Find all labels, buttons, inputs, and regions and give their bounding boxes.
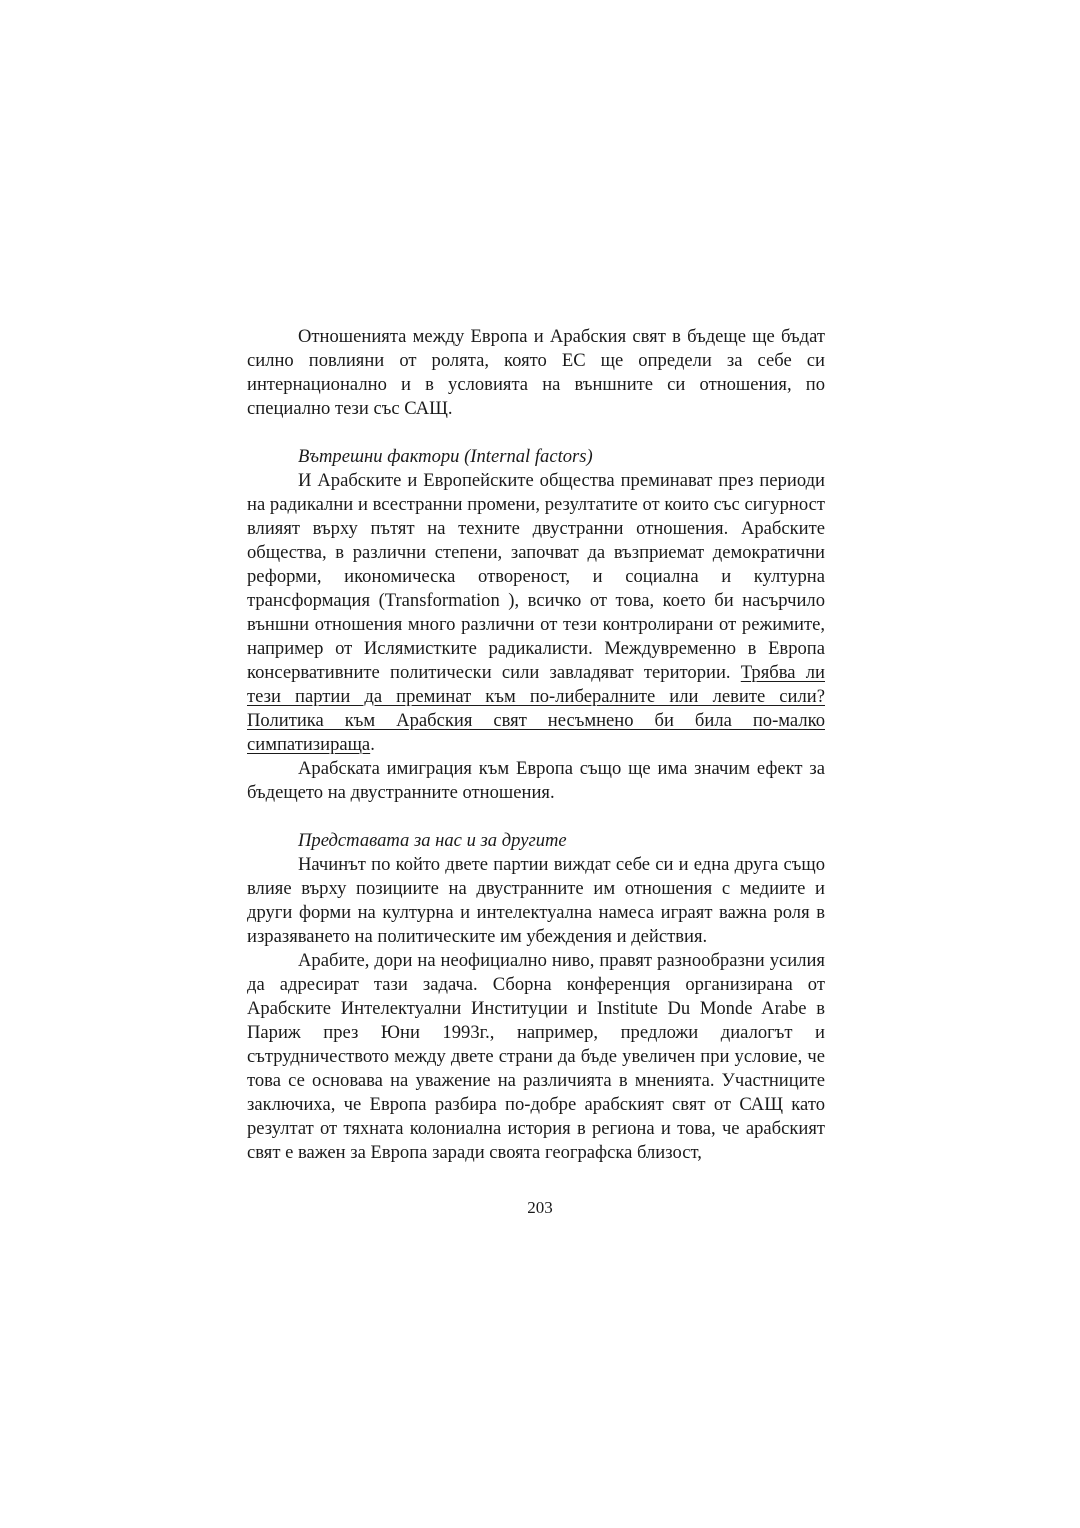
- intro-paragraph: Отношенията между Европа и Арабския свят в бъдеще ще бъдат силно повлияни от ролята, която ЕС ще определи за себе си интернационално и в условията на външните си отношения, по специално тези със САЩ.: [247, 326, 825, 419]
- page-number: 203: [527, 1198, 553, 1217]
- conference-paragraph: Арабите, дори на неофициално ниво, правят разнообразни усилия да адресират тази задача. Сборна конференция организирана от Арабските Интелектуални Институции и Institute Du Monde Arabe в Париж през Юни 1993г., например, предложи диалогът и сътрудничеството между двете страни да бъде увеличен при условие, че това се основава на уважение на различията в мненията. Участниците заключиха, че Европа разбира по-добре арабският свят от САЩ като резултат от тяхната колониална история в региона и това, че арабският свят е важен за Европа заради своята географска близост,: [247, 950, 825, 1163]
- perception-paragraph: Начинът по който двете партии виждат себе си и една друга също влияе върху позициите на двустранните им отношения с медиите и други форми на културна и интелектуална намеса играят важна роля в изразяването на политическите им убеждения и действия.: [247, 854, 825, 947]
- internal-factors-paragraph: [247, 469, 825, 757]
- immigration-paragraph: Арабската имиграция към Европа също ще има значим ефект за бъдещето на двустранните отношения.: [247, 758, 825, 803]
- internal-factors-period: .: [370, 734, 375, 755]
- underlined-question: Трябва ли тези партии да преминат към по-либералните или левите сили? Политика към Арабския свят несъмнено би била по-малко симпатизираща: [247, 662, 825, 755]
- page-text-block: [247, 325, 825, 1165]
- section-heading-perception: Представата за нас и за другите: [298, 830, 567, 851]
- section-heading-internal-factors: Вътрешни фактори (Internal factors): [298, 446, 593, 467]
- internal-factors-text: И Арабските и Европейските общества преминават през периоди на радикални и всестранни промени, резултатите от които със сигурност влияят върху пътят на техните двустранни отношения. Арабските общества, в различни степени, започват да възприемат демократични реформи, икономическа отвореност, и социална и културна трансформация (Transformation ), всичко от това, което би насърчило външни отношения много различни от тези контролирани от режимите, например от Ислямистките радикалисти. Междувременно в Европа консервативните политически сили завладяват територии.: [247, 470, 825, 683]
